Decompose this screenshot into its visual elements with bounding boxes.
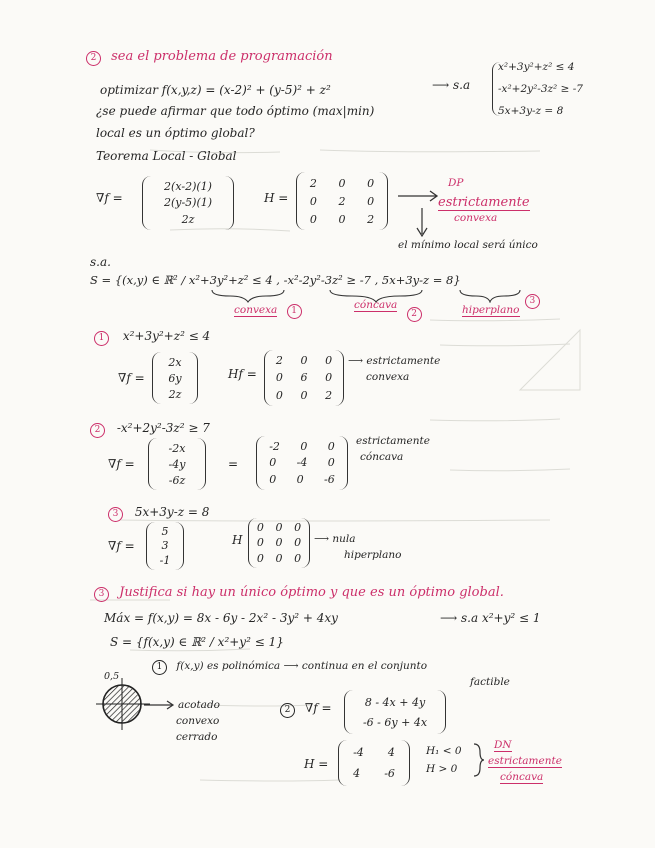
set-label-hyperplane xyxy=(462,294,540,316)
constraint-2: -x²+2y²-3z² ≥ -7 xyxy=(498,82,583,95)
strict-convex-label xyxy=(438,196,530,209)
part-1-gradient-label: ∇f = xyxy=(118,371,145,385)
part-1-expression: x²+3y²+z² ≤ 4 xyxy=(122,329,211,343)
problem-2-title: sea el problema de programación xyxy=(111,49,333,64)
part-2-gradient-vector xyxy=(148,438,206,490)
matrix-entry: 0 xyxy=(294,536,302,550)
step-1 xyxy=(152,660,427,675)
matrix-entry: 0 xyxy=(309,212,317,226)
problem-3-title: Justifica si hay un único óptimo y que es un óptimo global. xyxy=(119,585,504,600)
gradient-entry: 6y xyxy=(168,371,182,385)
part-2-number: 2 xyxy=(90,423,105,438)
matrix-entry: 0 xyxy=(300,388,308,402)
matrix-entry: 0 xyxy=(309,194,317,208)
strict-convex-word-1: estrictamente xyxy=(438,195,530,210)
problem-3-heading xyxy=(94,586,504,602)
dn-note-word: estrictamente xyxy=(488,755,562,767)
part-1-note-1: ⟶ estrictamente xyxy=(348,355,441,367)
matrix-entry: 2 xyxy=(309,176,317,190)
matrix-entry: -4 xyxy=(296,456,308,470)
matrix-entry: 0 xyxy=(300,439,308,453)
part-1-gradient-vector xyxy=(152,352,198,404)
part-3-expression: 5x+3y-z = 8 xyxy=(134,505,210,519)
matrix-entry: 0 xyxy=(327,456,335,470)
problem-2-objective: optimizar f(x,y,z) = (x-2)² + (y-5)² + z² xyxy=(100,83,331,97)
part-2-note-1: estrictamente xyxy=(356,435,430,447)
matrix-entry: -6 xyxy=(384,767,395,780)
set-label-number: 1 xyxy=(287,304,302,319)
part-3-hessian-matrix xyxy=(248,518,310,568)
matrix-entry: 0 xyxy=(275,521,283,535)
arrow-icon xyxy=(396,186,442,206)
region-cerrado: cerrado xyxy=(176,731,218,743)
theorem-title: Teorema Local - Global xyxy=(96,149,237,163)
problem-3-hessian-label: H = xyxy=(304,757,329,771)
part-3-gradient-vector xyxy=(146,522,184,570)
matrix-entry: 0 xyxy=(269,456,277,470)
matrix-entry: 0 xyxy=(296,473,304,487)
part-2-heading xyxy=(90,422,210,438)
gradient-entry: -6z xyxy=(168,473,186,487)
arrow-icon xyxy=(142,698,176,712)
matrix-entry: 0 xyxy=(300,354,308,368)
problem-3-feasible-set: S = {f(x,y) ∈ ℝ² / x²+y² ≤ 1} xyxy=(110,635,284,649)
problem-3-objective: Máx = f(x,y) = 8x - 6y - 2x² - 3y² + 4xy xyxy=(104,611,338,625)
problem-2-constraints xyxy=(492,62,583,116)
problem-3-number: 3 xyxy=(94,587,109,602)
problem-2-question-line-2: local es un óptimo global? xyxy=(96,126,255,140)
part-1-hessian-matrix xyxy=(264,350,344,406)
region-convexo: convexo xyxy=(176,715,220,727)
part-1-number: 1 xyxy=(94,331,109,346)
matrix-entry: 0 xyxy=(325,371,333,385)
set-label-word: hiperplano xyxy=(462,304,520,316)
matrix-entry: 0 xyxy=(275,536,283,550)
matrix-entry: 2 xyxy=(325,388,333,402)
region-acotado: acotado xyxy=(178,699,220,711)
gradient-label: ∇f = xyxy=(96,191,123,205)
part-2-note-2: cóncava xyxy=(360,451,404,463)
part-1-hessian-label: Hf = xyxy=(228,367,257,381)
gradient-entry: -2x xyxy=(168,441,186,455)
gradient-entry: -6 - 6y + 4x xyxy=(362,715,428,729)
step-2-gradient-vector xyxy=(344,690,446,734)
set-label-concave xyxy=(354,300,422,322)
set-label-word: convexa xyxy=(234,304,278,316)
part-3-note-1: ⟶ nula xyxy=(314,533,356,545)
dn-note-word: cóncava xyxy=(500,771,544,783)
leading-minor-1: H₁ < 0 xyxy=(426,745,462,757)
matrix-entry: -2 xyxy=(269,439,280,453)
problem-2-number: 2 xyxy=(86,51,101,66)
dp-label: DP xyxy=(448,177,464,189)
gradient-entry: 2(x-2)(1) xyxy=(164,179,212,193)
sa-label: s.a. xyxy=(90,255,111,269)
matrix-entry: 0 xyxy=(275,371,283,385)
part-3-note-2: hiperplano xyxy=(344,549,402,561)
matrix-entry: 0 xyxy=(327,439,335,453)
problem-3-hessian-matrix xyxy=(338,740,410,786)
problem-3-constraint: ⟶ s.a x²+y² ≤ 1 xyxy=(440,611,541,625)
unique-min-note: el mínimo local será único xyxy=(398,239,538,251)
part-2-hessian-matrix xyxy=(256,436,348,490)
gradient-entry: -1 xyxy=(159,554,171,568)
part-3-hessian-label: H xyxy=(232,533,243,547)
matrix-entry: -4 xyxy=(353,746,364,759)
strict-convex-word-2: convexa xyxy=(454,212,498,224)
feasible-set-definition: S = {(x,y) ∈ ℝ² / x²+3y²+z² ≤ 4 , -x²-2y²-3z² ≥ -7 , 5x+3y-z = 8} xyxy=(90,273,461,287)
step-2-gradient-label: ∇f = xyxy=(304,701,332,715)
part-2-gradient-label: ∇f = xyxy=(108,457,135,471)
problem-2-heading xyxy=(86,50,333,66)
matrix-entry: 4 xyxy=(387,746,395,759)
part-1-note-2: convexa xyxy=(366,371,410,383)
step-1-number: 1 xyxy=(152,660,167,675)
matrix-entry: 0 xyxy=(269,473,277,487)
constraint-1: x²+3y²+z² ≤ 4 xyxy=(498,61,575,73)
constraint-3: 5x+3y-z = 8 xyxy=(498,104,564,117)
gradient-entry: 2x xyxy=(168,355,182,369)
gradient-entry: 3 xyxy=(161,539,169,553)
matrix-entry: 0 xyxy=(256,521,264,535)
step-2-number: 2 xyxy=(280,703,295,718)
gradient-entry: 2z xyxy=(168,387,182,401)
brace-icon xyxy=(472,742,484,778)
set-label-convex xyxy=(234,304,302,319)
leading-minor-2: H > 0 xyxy=(426,763,458,775)
matrix-entry: 0 xyxy=(275,551,283,565)
matrix-entry: 0 xyxy=(367,194,375,208)
hessian-matrix xyxy=(296,172,388,230)
matrix-entry: 0 xyxy=(338,176,346,190)
part-3-gradient-label: ∇f = xyxy=(108,539,135,553)
dn-note-2 xyxy=(500,772,543,783)
step-1-text: f(x,y) es polinómica ⟶ continua en el conjunto xyxy=(176,660,428,672)
dn-note-1 xyxy=(488,756,562,767)
set-label-number: 2 xyxy=(407,307,422,322)
hessian-label: H = xyxy=(264,191,289,205)
gradient-vector xyxy=(142,176,234,230)
origin-label: 0,5 xyxy=(104,671,120,682)
problem-2-question-line-1: ¿se puede afirmar que todo óptimo (max|min) xyxy=(96,104,375,118)
part-2-equals: = xyxy=(228,457,239,471)
matrix-entry: 0 xyxy=(294,551,302,565)
matrix-entry: 0 xyxy=(338,212,346,226)
problem-2-sa-arrow: ⟶ s.a xyxy=(432,78,471,92)
matrix-entry: 6 xyxy=(300,371,308,385)
part-3-number: 3 xyxy=(108,507,123,522)
down-arrow-icon xyxy=(414,206,430,240)
matrix-entry: 0 xyxy=(275,388,283,402)
matrix-entry: 0 xyxy=(256,536,264,550)
matrix-entry: 2 xyxy=(275,354,283,368)
step-2-heading xyxy=(280,702,332,718)
matrix-entry: 2 xyxy=(367,212,375,226)
gradient-entry: 2z xyxy=(181,213,195,227)
part-1-heading xyxy=(94,330,210,346)
gradient-entry: 8 - 4x + 4y xyxy=(364,695,426,709)
matrix-entry: 0 xyxy=(367,176,375,190)
gradient-entry: 2(y-5)(1) xyxy=(163,196,213,210)
matrix-entry: 0 xyxy=(256,551,264,565)
matrix-entry: -6 xyxy=(324,473,335,487)
matrix-entry: 2 xyxy=(338,194,346,208)
matrix-entry: 0 xyxy=(325,354,333,368)
gradient-entry: -4y xyxy=(168,457,186,471)
set-label-number: 3 xyxy=(525,294,540,309)
matrix-entry: 4 xyxy=(353,767,361,780)
matrix-entry: 0 xyxy=(294,521,302,535)
dn-word: DN xyxy=(494,739,512,751)
gradient-entry: 5 xyxy=(161,524,169,538)
part-2-expression: -x²+2y²-3z² ≥ 7 xyxy=(116,421,210,435)
part-3-heading xyxy=(108,506,209,522)
dn-label xyxy=(494,740,512,751)
set-label-word: cóncava xyxy=(354,299,398,311)
step-1-feasible-word: factible xyxy=(470,676,510,688)
